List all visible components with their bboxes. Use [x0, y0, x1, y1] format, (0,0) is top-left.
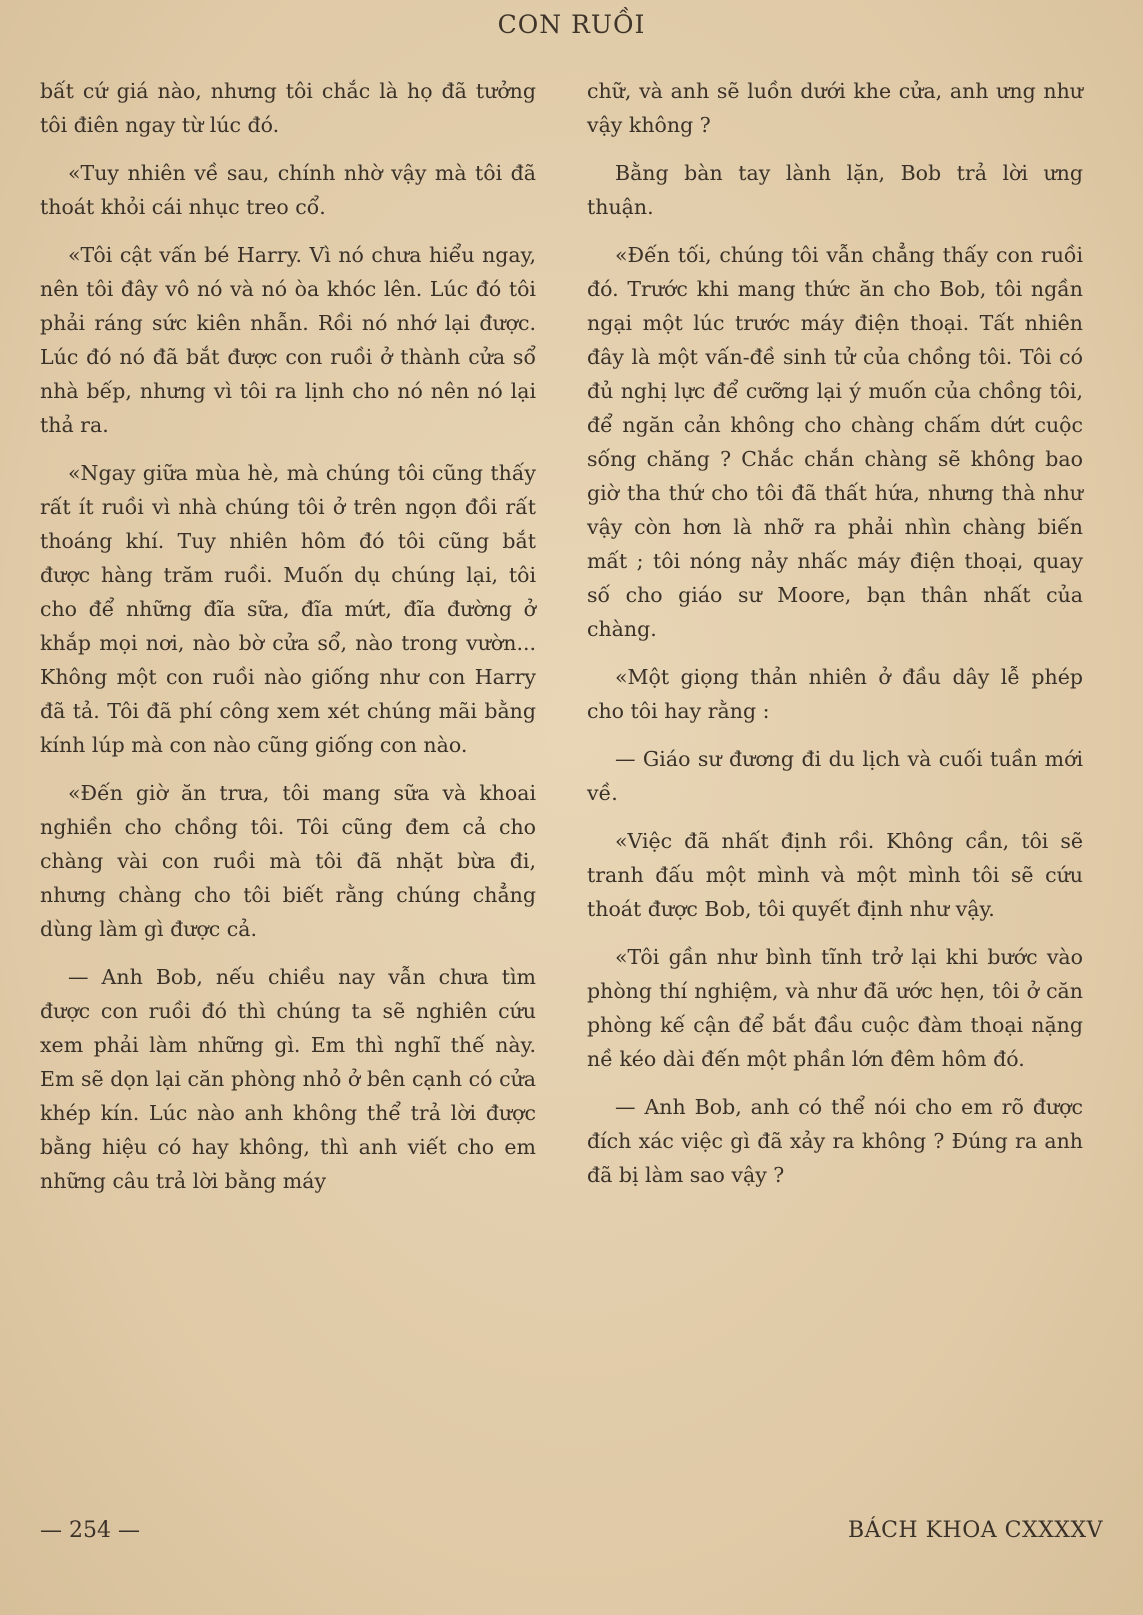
paragraph: Bằng bàn tay lành lặn, Bob trả lời ưng thuận.: [587, 161, 1083, 219]
right-column: [587, 74, 1083, 1206]
paragraph: «Tuy nhiên về sau, chính nhờ vậy mà tôi đã thoát khỏi cái nhục treo cổ.: [40, 161, 536, 219]
paragraph: chữ, và anh sẽ luồn dưới khe cửa, anh ưng như vậy không ?: [587, 79, 1083, 137]
paragraph: bất cứ giá nào, nhưng tôi chắc là họ đã tưởng tôi điên ngay từ lúc đó.: [40, 79, 536, 137]
paragraph: «Việc đã nhất định rồi. Không cần, tôi sẽ tranh đấu một mình và một mình tôi sẽ cứu thoát được Bob, tôi quyết định như vậy.: [587, 829, 1083, 921]
journal-name: BÁCH KHOA CXXXXV: [848, 1518, 1103, 1543]
paragraph: «Một giọng thản nhiên ở đầu dây lễ phép cho tôi hay rằng :: [587, 665, 1083, 723]
left-column: [40, 74, 536, 1212]
paragraph: «Tôi cật vấn bé Harry. Vì nó chưa hiểu ngay, nên tôi đây vô nó và nó òa khóc lên. Lúc đó tôi phải ráng sức kiên nhẫn. Rồi nó nhớ lại được. Lúc đó nó đã bắt được con ruồi ở thành cửa sổ nhà bếp, nhưng vì tôi ra lịnh cho nó nên nó lại thả ra.: [40, 243, 536, 437]
page-number: — 254 —: [40, 1518, 140, 1543]
paragraph: — Anh Bob, anh có thể nói cho em rõ được đích xác việc gì đã xảy ra không ? Đúng ra anh đã bị làm sao vậy ?: [587, 1095, 1083, 1187]
running-title: CON RUỒI: [497, 10, 646, 39]
paragraph: «Đến tối, chúng tôi vẫn chẳng thấy con ruồi đó. Trước khi mang thức ăn cho Bob, tôi ngần ngại một lúc trước máy điện thoại. Tất nhiên đây là một vấn-đề sinh tử của chồng tôi. Tôi có đủ nghị lực để cưỡng lại ý muốn của chồng tôi, để ngăn cản không cho chàng chấm dứt cuộc sống chăng ? Chắc chắn chàng sẽ không bao giờ tha thứ cho tôi đã thất hứa, nhưng thà như vậy còn hơn là nhỡ ra phải nhìn chàng biến mất ; tôi nóng nảy nhấc máy điện thoại, quay số cho giáo sư Moore, bạn thân nhất của chàng.: [587, 243, 1083, 641]
paragraph: — Anh Bob, nếu chiều nay vẫn chưa tìm được con ruồi đó thì chúng ta sẽ nghiên cứu xem phải làm những gì. Em thì nghĩ thế này. Em sẽ dọn lại căn phòng nhỏ ở bên cạnh có cửa khép kín. Lúc nào anh không thể trả lời được bằng hiệu có hay không, thì anh viết cho em những câu trả lời bằng máy: [40, 965, 536, 1193]
paragraph: «Đến giờ ăn trưa, tôi mang sữa và khoai nghiền cho chồng tôi. Tôi cũng đem cả cho chàng vài con ruồi mà tôi đã nhặt bừa đi, nhưng chàng cho tôi biết rằng chúng chẳng dùng làm gì được cả.: [40, 781, 536, 941]
paragraph: «Tôi gần như bình tĩnh trở lại khi bước vào phòng thí nghiệm, và như đã ước hẹn, tôi ở căn phòng kế cận để bắt đầu cuộc đàm thoại nặng nề kéo dài đến một phần lớn đêm hôm đó.: [587, 945, 1083, 1071]
paragraph: — Giáo sư đương đi du lịch và cuối tuần mới về.: [587, 747, 1083, 805]
paragraph: «Ngay giữa mùa hè, mà chúng tôi cũng thấy rất ít ruồi vì nhà chúng tôi ở trên ngọn đồi rất thoáng khí. Tuy nhiên hôm đó tôi cũng bắt được hàng trăm ruồi. Muốn dụ chúng lại, tôi cho để những đĩa sữa, đĩa mứt, đĩa đường ở khắp mọi nơi, nào bờ cửa sổ, nào trong vườn... Không một con ruồi nào giống như con Harry đã tả. Tôi đã phí công xem xét chúng mãi bằng kính lúp mà con nào cũng giống con nào.: [40, 461, 536, 757]
